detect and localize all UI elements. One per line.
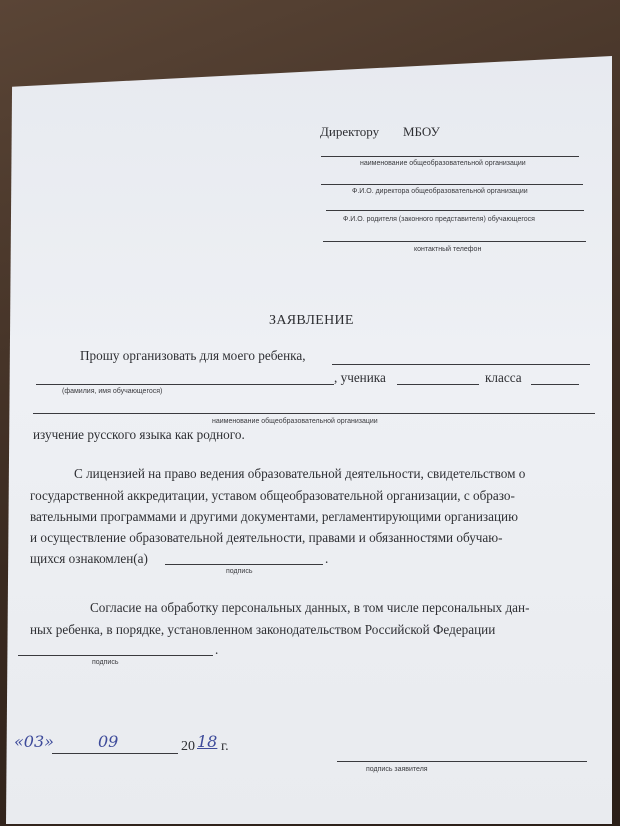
license-line-3: вательными программами и другими документами, регламентирующими организацию bbox=[30, 509, 518, 524]
consent-signature-line bbox=[18, 655, 213, 656]
class-word: класса bbox=[485, 370, 522, 385]
date-month-handwritten: 09 bbox=[98, 732, 119, 751]
school-type: МБОУ bbox=[403, 124, 440, 139]
applicant-signature-line bbox=[337, 761, 587, 762]
license-signature-caption: подпись bbox=[226, 568, 253, 575]
license-line-5: щихся ознакомлен(а) bbox=[30, 551, 148, 566]
document-title: ЗАЯВЛЕНИЕ bbox=[269, 313, 354, 328]
date-year-prefix: 20 bbox=[181, 739, 195, 754]
org-name-caption: наименование общеобразовательной организации bbox=[360, 160, 526, 167]
student-name-line bbox=[36, 384, 334, 385]
applicant-signature-caption: подпись заявителя bbox=[366, 766, 428, 773]
student-name-caption: (фамилия, имя обучающегося) bbox=[62, 388, 163, 395]
school-name-line bbox=[33, 413, 595, 414]
phone-caption: контактный телефон bbox=[414, 246, 482, 253]
phone-line bbox=[323, 241, 586, 242]
license-line-4: и осуществление образовательной деятельности, правами и обязанностями обучаю- bbox=[30, 530, 503, 545]
license-line-1: С лицензией на право ведения образовательной деятельности, свидетельством о bbox=[74, 466, 526, 481]
grade-line bbox=[397, 384, 479, 385]
director-name-line bbox=[321, 184, 583, 185]
parent-name-line bbox=[326, 210, 584, 211]
consent-signature-dot: . bbox=[215, 642, 219, 657]
date-day-handwritten: «03» bbox=[14, 732, 54, 751]
date-month-line bbox=[52, 753, 178, 754]
student-word: , ученика bbox=[334, 370, 386, 385]
date-year-unit: г. bbox=[221, 739, 229, 754]
child-name-line bbox=[332, 364, 590, 365]
date-year-handwritten: 18 bbox=[197, 732, 218, 751]
school-name-caption: наименование общеобразовательной организации bbox=[212, 418, 378, 425]
director-name-caption: Ф.И.О. директора общеобразовательной организации bbox=[352, 188, 528, 195]
request-line-end: изучение русского языка как родного. bbox=[33, 427, 245, 442]
request-line-1: Прошу организовать для моего ребенка, bbox=[80, 348, 306, 363]
director-label: Директору bbox=[320, 124, 380, 139]
org-name-line bbox=[321, 156, 579, 157]
license-signature-line bbox=[165, 564, 323, 565]
consent-signature-caption: подпись bbox=[92, 659, 119, 666]
class-letter-line bbox=[531, 384, 579, 385]
consent-line-2: ных ребенка, в порядке, установленном законодательством Российской Федерации bbox=[30, 622, 496, 637]
consent-line-1: Согласие на обработку персональных данных, в том числе персональных дан- bbox=[90, 600, 530, 615]
license-line-2: государственной аккредитации, уставом общеобразовательной организации, с образо- bbox=[30, 488, 515, 503]
parent-name-caption: Ф.И.О. родителя (законного представителя) обучающегося bbox=[343, 216, 535, 223]
license-signature-dot: . bbox=[325, 551, 329, 566]
